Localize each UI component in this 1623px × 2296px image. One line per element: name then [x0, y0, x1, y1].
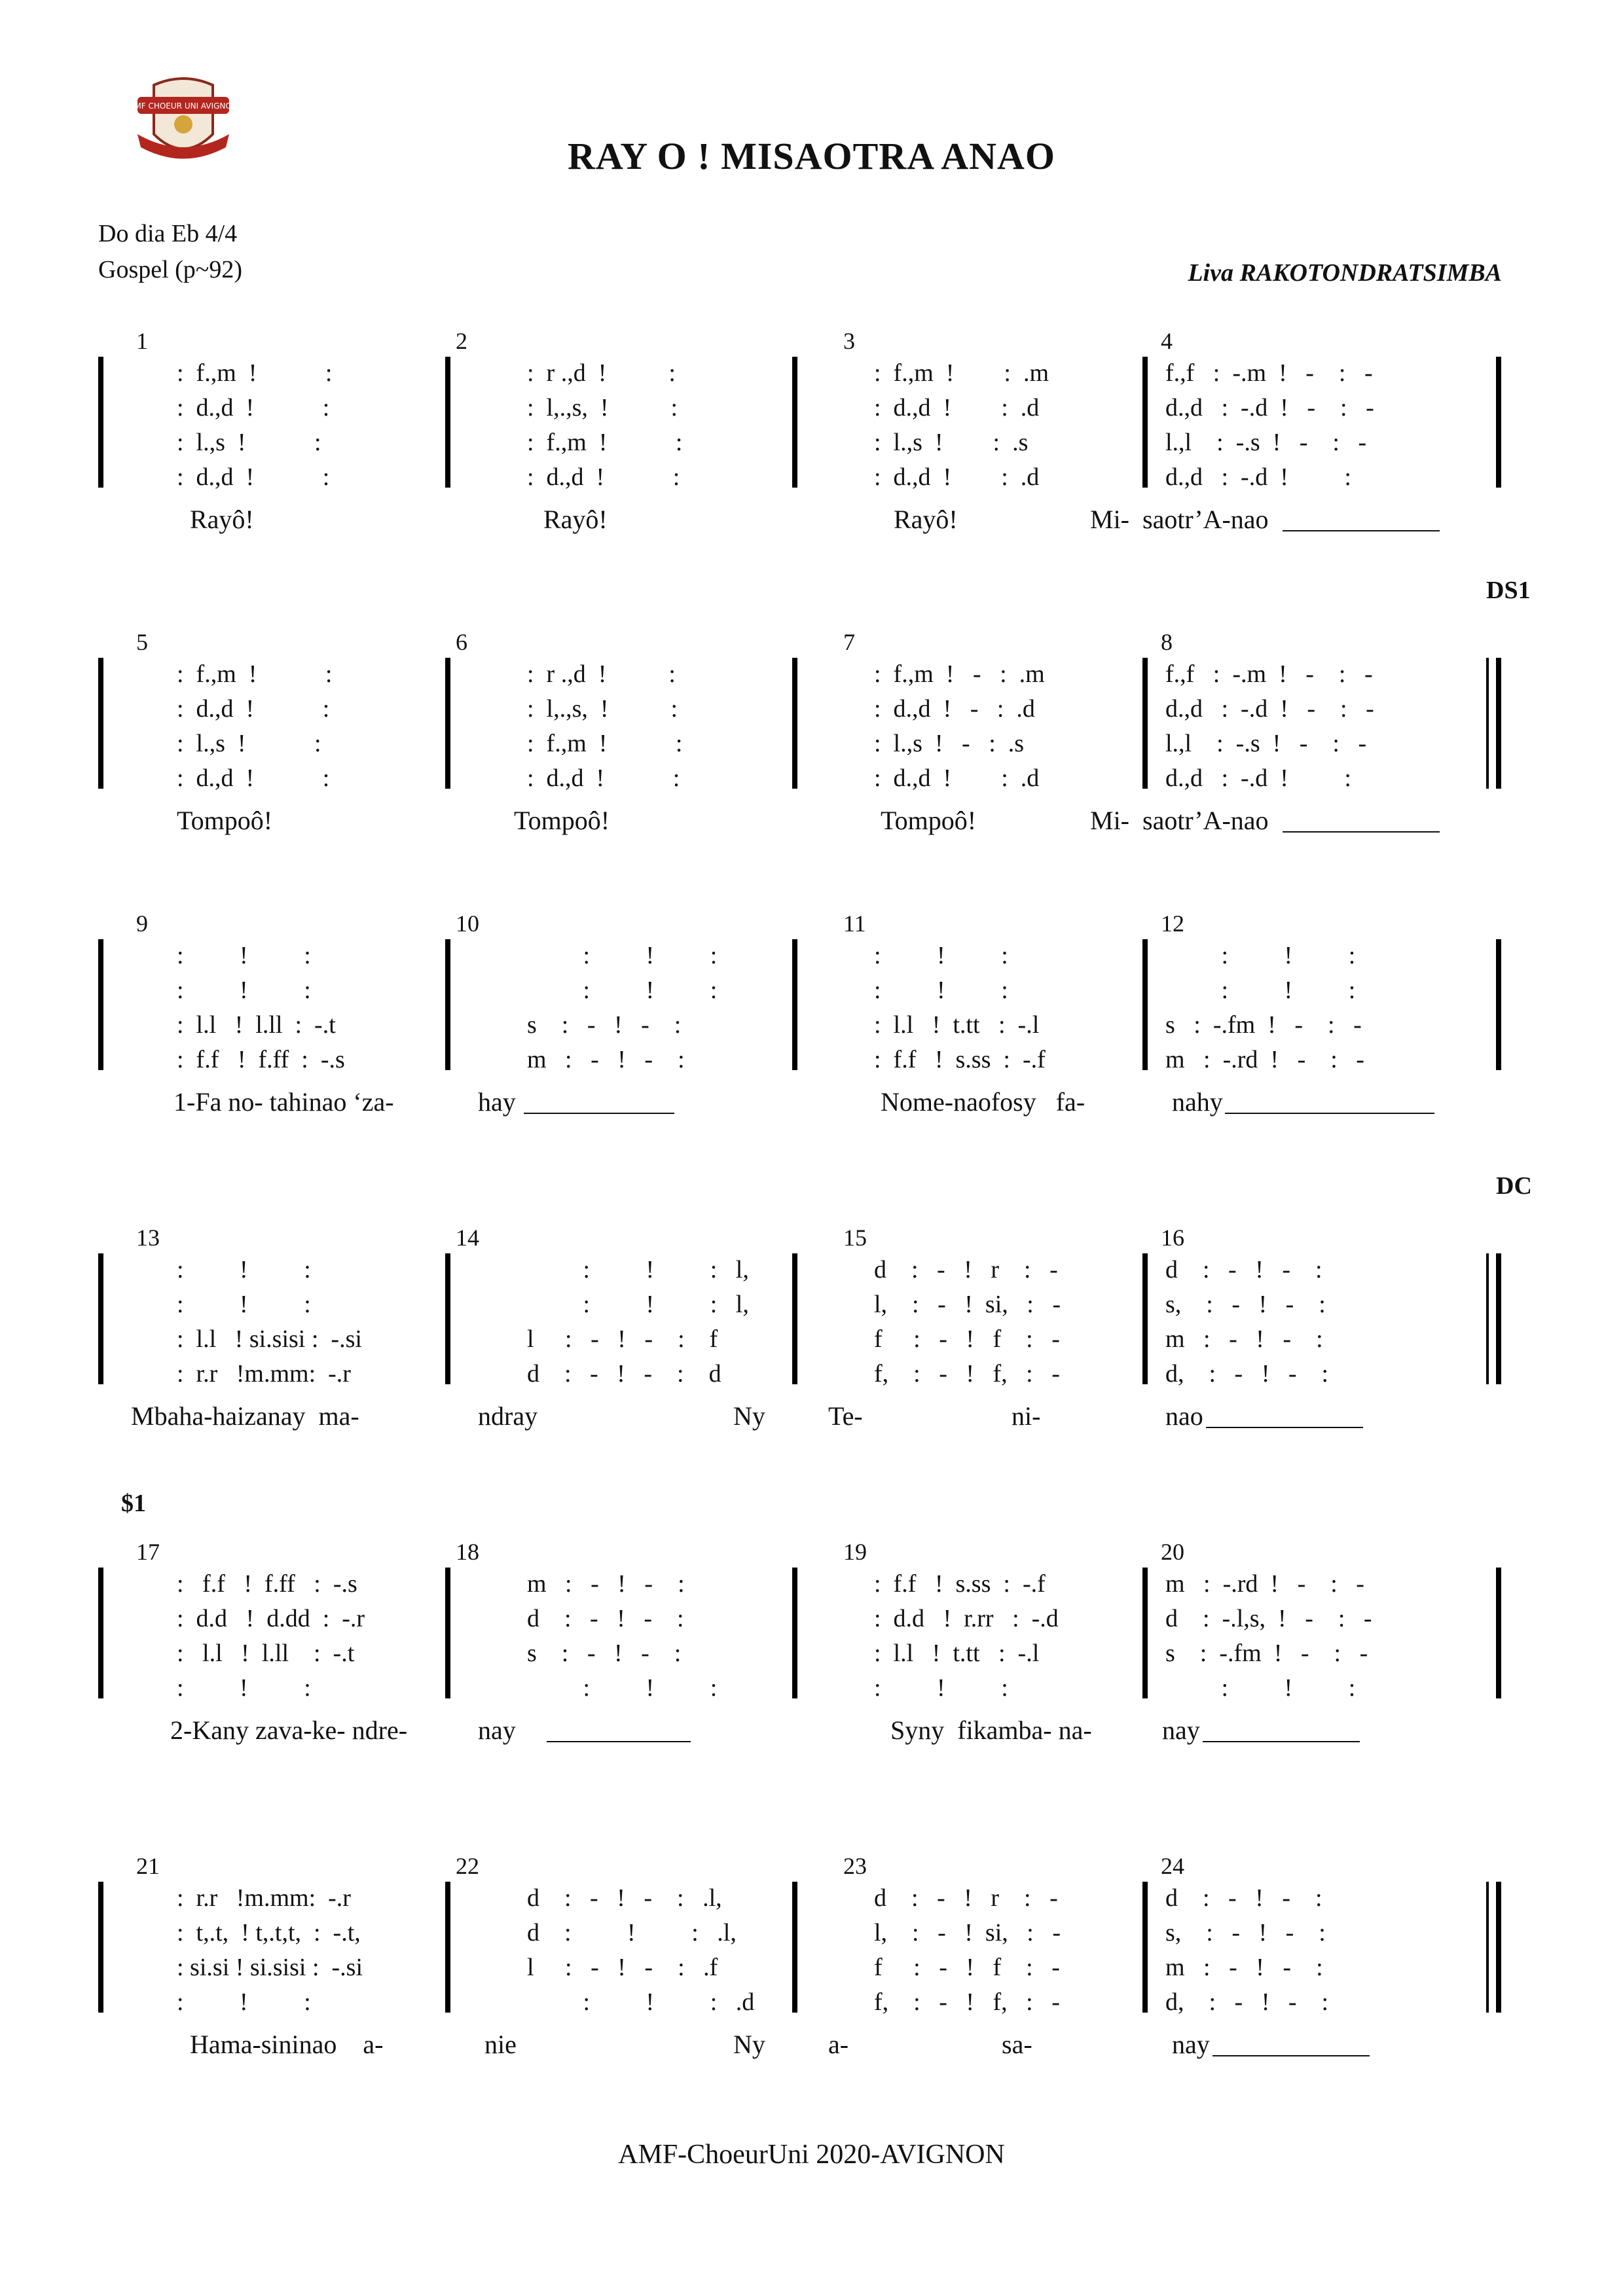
voice-alto: : ! : — [1165, 977, 1356, 1004]
voice-tenor: : l.l ! l.ll : -.t — [177, 1640, 355, 1667]
voice-alto: : d.,d ! - : .d — [874, 695, 1035, 723]
lyric: Mi- — [1090, 806, 1129, 835]
lyric: Te- — [828, 1401, 863, 1431]
barline — [98, 658, 103, 789]
lyric: 1-Fa no- tahinao ‘za- — [173, 1087, 394, 1117]
voice-soprano: d : - ! r : - — [874, 1256, 1058, 1283]
voice-bass: f, : - ! f, : - — [874, 1988, 1060, 2016]
lyric: Tompoô! — [514, 806, 610, 835]
voice-soprano: d : - ! - : — [1165, 1884, 1322, 1912]
voice-alto: l, : - ! si, : - — [874, 1291, 1061, 1318]
key-signature: Do dia Eb 4/4 — [98, 220, 238, 247]
voice-soprano: : ! : — [177, 942, 311, 969]
voice-bass: : d.,d ! : .d — [874, 764, 1040, 792]
voice-bass: : d.,d ! : — [527, 463, 680, 491]
voice-tenor: : l.,s ! : .s — [874, 429, 1029, 456]
lyric: a- — [828, 2030, 849, 2059]
voice-soprano: : r .,d ! : — [527, 660, 676, 688]
end-barline — [1496, 1882, 1501, 2013]
voice-tenor: : f.,m ! : — [527, 730, 683, 757]
voice-soprano: : f.,m ! : — [177, 359, 333, 387]
voice-tenor: l : - ! - : f — [527, 1325, 718, 1353]
voice-bass: m : -.rd ! - : - — [1165, 1046, 1364, 1073]
barline — [445, 1568, 450, 1698]
measure-number: 24 — [1161, 1853, 1184, 1879]
lyric: nahy — [1172, 1087, 1223, 1117]
measure-number: 4 — [1161, 328, 1173, 354]
voice-alto: d.,d : -.d ! - : - — [1165, 394, 1374, 422]
voice-tenor: s : - ! - : — [527, 1011, 682, 1039]
voice-soprano: : r .,d ! : — [527, 359, 676, 387]
lyric-extender — [1213, 2055, 1370, 2056]
lyric: Tompoô! — [177, 806, 273, 835]
measure-number: 3 — [843, 328, 855, 354]
end-barline — [1496, 357, 1501, 488]
lyric: Ny — [733, 2030, 765, 2059]
tempo-style: Gospel (p~92) — [98, 256, 243, 283]
voice-alto: d : - ! - : — [527, 1605, 684, 1632]
voice-soprano: : f.,m ! - : .m — [874, 660, 1045, 688]
lyric: Mbaha-haizanay ma- — [131, 1401, 359, 1431]
voice-soprano: : ! : — [1165, 942, 1356, 969]
voice-alto: : t,.t, ! t,.t,t, : -.t, — [177, 1919, 361, 1946]
voice-tenor: : l.l ! si.sisi : -.si — [177, 1325, 362, 1353]
voice-alto: : d.,d ! : — [177, 394, 330, 422]
measure-number: 6 — [456, 629, 467, 655]
measure-number: 19 — [843, 1539, 867, 1565]
song-title: RAY O ! MISAOTRA ANAO — [567, 135, 1055, 177]
measure-number: 8 — [1161, 629, 1173, 655]
measure-number: 18 — [456, 1539, 479, 1565]
barline — [1142, 1253, 1148, 1384]
barline — [792, 1568, 797, 1698]
voice-tenor: : l.,s ! - : .s — [874, 730, 1025, 757]
measure-number: 7 — [843, 629, 855, 655]
lyric-extender — [1225, 1113, 1434, 1114]
lyric-extender — [1283, 530, 1440, 531]
voice-alto: : d.d ! r.rr : -.d — [874, 1605, 1059, 1632]
barline — [98, 1568, 103, 1698]
measure-number: 16 — [1161, 1225, 1184, 1251]
voice-bass: d, : - ! - : — [1165, 1360, 1329, 1388]
barline — [445, 1882, 450, 2013]
barline — [792, 357, 797, 488]
voice-bass: : f.f ! s.ss : -.f — [874, 1046, 1046, 1073]
lyric: hay — [478, 1087, 516, 1117]
voice-alto: : ! : — [177, 1291, 311, 1318]
voice-soprano: : ! : l, — [527, 1256, 749, 1283]
voice-tenor: : f.,m ! : — [527, 429, 683, 456]
barline — [1142, 939, 1148, 1070]
lyric: nay — [478, 1715, 516, 1745]
composer: Liva RAKOTONDRATSIMBA — [1188, 259, 1502, 287]
lyric-extender — [547, 1741, 691, 1742]
measure-number: 10 — [456, 910, 479, 937]
voice-soprano: d : - ! - : — [1165, 1256, 1322, 1283]
voice-alto: l, : - ! si, : - — [874, 1919, 1061, 1946]
lyric: Rayô! — [894, 505, 958, 534]
barline — [792, 1253, 797, 1384]
barline — [1142, 658, 1148, 789]
measure-number: 13 — [136, 1225, 160, 1251]
voice-alto: : ! : — [527, 977, 718, 1004]
voice-alto: s, : - ! - : — [1165, 1291, 1326, 1318]
voice-bass: : d.,d ! : .d — [874, 463, 1040, 491]
voice-tenor: : l.l ! t.tt : -.l — [874, 1011, 1040, 1039]
measure-number: 1 — [136, 328, 148, 354]
barline — [98, 357, 103, 488]
voice-soprano: : f.f ! s.ss : -.f — [874, 1570, 1046, 1598]
voice-alto: : ! : — [874, 977, 1008, 1004]
lyric: Rayô! — [543, 505, 608, 534]
voice-bass: : ! : — [527, 1674, 718, 1702]
lyric: ni- — [1012, 1401, 1041, 1431]
lyric: Tompoô! — [881, 806, 977, 835]
measure-number: 9 — [136, 910, 148, 937]
barline — [445, 939, 450, 1070]
voice-tenor: : si.si ! si.sisi : -.si — [177, 1954, 363, 1981]
voice-tenor: : l.l ! l.ll : -.t — [177, 1011, 336, 1039]
voice-tenor: s : -.fm ! - : - — [1165, 1640, 1368, 1667]
voice-soprano: : r.r !m.mm: -.r — [177, 1884, 351, 1912]
voice-tenor: m : - ! - : — [1165, 1325, 1323, 1353]
lyric: Mi- — [1090, 505, 1129, 534]
lyric: nao — [1165, 1401, 1203, 1431]
voice-bass: d.,d : -.d ! : — [1165, 764, 1351, 792]
barline — [445, 357, 450, 488]
voice-bass: m : - ! - : — [527, 1046, 685, 1073]
barline — [445, 1253, 450, 1384]
lyric: 2-Kany zava-ke- ndre- — [170, 1715, 408, 1745]
barline — [792, 1882, 797, 2013]
voice-alto: : ! : l, — [527, 1291, 749, 1318]
voice-soprano: f.,f : -.m ! - : - — [1165, 660, 1373, 688]
lyric: Rayô! — [190, 505, 254, 534]
repeat-instruction: DS1 — [1486, 577, 1531, 604]
end-barline — [1496, 1568, 1501, 1698]
barline — [445, 658, 450, 789]
lyric-extender — [1203, 1741, 1360, 1742]
end-barline — [1496, 1253, 1501, 1384]
final-double-barline — [1486, 1253, 1489, 1384]
measure-number: 23 — [843, 1853, 867, 1879]
final-double-barline — [1486, 1882, 1489, 2013]
lyric: Syny fikamba- na- — [890, 1715, 1092, 1745]
end-barline — [1496, 939, 1501, 1070]
voice-tenor: : l.,s ! : — [177, 429, 321, 456]
voice-bass: f, : - ! f, : - — [874, 1360, 1060, 1388]
voice-alto: d : ! : .l, — [527, 1919, 737, 1946]
voice-alto: : d.d ! d.dd : -.r — [177, 1605, 365, 1632]
lyric: saotr’A-nao — [1142, 505, 1269, 534]
lyric-extender — [1206, 1427, 1363, 1428]
footer-credit: AMF-ChoeurUni 2020-AVIGNON — [618, 2140, 1005, 2170]
lyric: nay — [1172, 2030, 1210, 2059]
voice-bass: : ! : .d — [527, 1988, 755, 2016]
lyric: ndray — [478, 1401, 538, 1431]
voice-soprano: m : - ! - : — [527, 1570, 685, 1598]
voice-soprano: d : - ! - : .l, — [527, 1884, 722, 1912]
voice-bass: : ! : — [1165, 1674, 1356, 1702]
voice-tenor: : l.,s ! : — [177, 730, 321, 757]
voice-tenor: f : - ! f : - — [874, 1325, 1060, 1353]
voice-alto: : d.,d ! : .d — [874, 394, 1040, 422]
final-double-barline — [1486, 658, 1489, 789]
voice-tenor: l.,l : -.s ! - : - — [1165, 429, 1367, 456]
lyric: nay — [1162, 1715, 1200, 1745]
barline — [98, 939, 103, 1070]
barline — [1142, 357, 1148, 488]
voice-tenor: s : -.fm ! - : - — [1165, 1011, 1362, 1039]
voice-soprano: m : -.rd ! - : - — [1165, 1570, 1364, 1598]
voice-soprano: : f.f ! f.ff : -.s — [177, 1570, 357, 1598]
segno-mark: $1 — [121, 1490, 146, 1517]
voice-alto: : d.,d ! : — [177, 695, 330, 723]
lyric: Nome-naofosy fa- — [881, 1087, 1085, 1117]
lyric-extender — [1283, 831, 1440, 833]
voice-soprano: : f.,m ! : — [177, 660, 333, 688]
voice-soprano: f.,f : -.m ! - : - — [1165, 359, 1373, 387]
repeat-instruction: DC — [1496, 1172, 1532, 1200]
measure-number: 17 — [136, 1539, 160, 1565]
voice-bass: : d.,d ! : — [177, 463, 330, 491]
logo-banner-text: AMF CHOEUR UNI AVIGNON — [129, 101, 238, 111]
measure-number: 21 — [136, 1853, 160, 1879]
voice-soprano: : ! : — [527, 942, 718, 969]
voice-bass: d, : - ! - : — [1165, 1988, 1329, 2016]
voice-bass: d.,d : -.d ! : — [1165, 463, 1351, 491]
voice-tenor: m : - ! - : — [1165, 1954, 1323, 1981]
barline — [792, 939, 797, 1070]
voice-bass: d : - ! - : d — [527, 1360, 721, 1388]
voice-bass: : ! : — [874, 1674, 1008, 1702]
voice-alto: : ! : — [177, 977, 311, 1004]
voice-tenor: f : - ! f : - — [874, 1954, 1060, 1981]
voice-soprano: : f.,m ! : .m — [874, 359, 1049, 387]
voice-bass: : d.,d ! : — [177, 764, 330, 792]
measure-number: 20 — [1161, 1539, 1184, 1565]
voice-alto: : l,.,s, ! : — [527, 695, 678, 723]
barline — [98, 1882, 103, 2013]
voice-bass: : ! : — [177, 1988, 311, 2016]
voice-alto: d.,d : -.d ! - : - — [1165, 695, 1374, 723]
measure-number: 15 — [843, 1225, 867, 1251]
measure-number: 11 — [843, 910, 866, 937]
voice-bass: : ! : — [177, 1674, 311, 1702]
measure-number: 2 — [456, 328, 467, 354]
voice-alto: s, : - ! - : — [1165, 1919, 1326, 1946]
barline — [1142, 1568, 1148, 1698]
lyric: sa- — [1002, 2030, 1032, 2059]
measure-number: 12 — [1161, 910, 1184, 937]
voice-tenor: s : - ! - : — [527, 1640, 682, 1667]
measure-number: 5 — [136, 629, 148, 655]
voice-bass: : f.f ! f.ff : -.s — [177, 1046, 345, 1073]
voice-tenor: : l.l ! t.tt : -.l — [874, 1640, 1040, 1667]
voice-soprano: : ! : — [874, 942, 1008, 969]
end-barline — [1496, 658, 1501, 789]
voice-alto: : l,.,s, ! : — [527, 394, 678, 422]
voice-tenor: l.,l : -.s ! - : - — [1165, 730, 1367, 757]
measure-number: 22 — [456, 1853, 479, 1879]
voice-tenor: l : - ! - : .f — [527, 1954, 718, 1981]
barline — [792, 658, 797, 789]
lyric-extender — [524, 1113, 674, 1114]
barline — [98, 1253, 103, 1384]
lyric: nie — [484, 2030, 517, 2059]
lyric: Hama-sininao a- — [190, 2030, 384, 2059]
voice-alto: d : -.l,s, ! - : - — [1165, 1605, 1372, 1632]
voice-bass: : r.r !m.mm: -.r — [177, 1360, 351, 1388]
lyric: saotr’A-nao — [1142, 806, 1269, 835]
lyric: Ny — [733, 1401, 765, 1431]
voice-bass: : d.,d ! : — [527, 764, 680, 792]
barline — [1142, 1882, 1148, 2013]
voice-soprano: : ! : — [177, 1256, 311, 1283]
voice-soprano: d : - ! r : - — [874, 1884, 1058, 1912]
measure-number: 14 — [456, 1225, 479, 1251]
